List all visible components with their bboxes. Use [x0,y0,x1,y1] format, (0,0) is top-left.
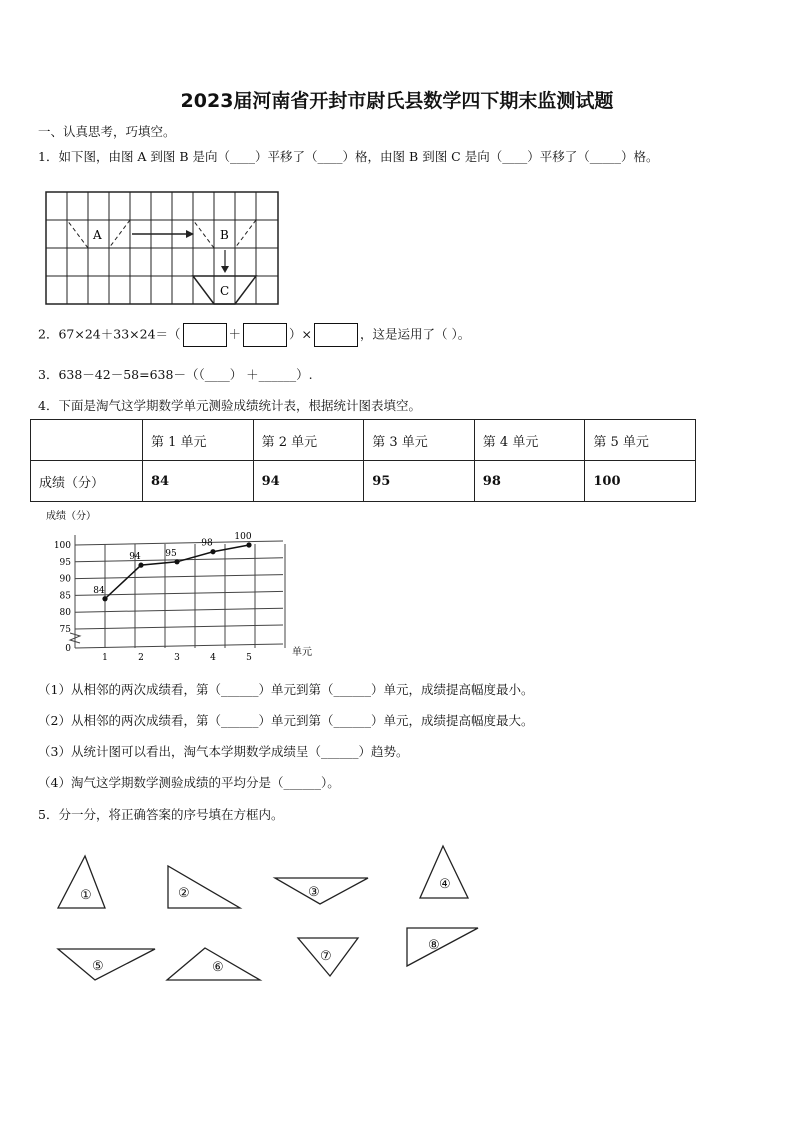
triangle-8 [407,928,478,966]
data-point [246,542,251,547]
data-label: 94 [129,552,141,563]
series-line [105,545,249,599]
question-1: 1．如下图，由图 A 到图 B 是向（____）平移了（____）格，由图 B 到图 C 是向（____）平移了（_____）格。 [38,149,659,164]
x-tick-label: 4 [210,653,216,663]
score-line-chart [30,505,330,665]
data-point [210,549,215,554]
q2-left: 2．67×24＋33×24＝（ [38,326,181,342]
answer-box-3[interactable] [314,323,358,347]
y-tick-label: 95 [59,557,71,568]
data-point [102,596,107,601]
gridline-h [75,541,283,545]
sub-question-3: （3）从统计图可以看出，淘气本学期数学成绩呈（______）趋势。 [38,744,409,759]
question-3: 3．638－42－58=638－（（____） ＋______）. [38,367,313,382]
q2-right: ，这是运用了（ ）。 [360,326,471,342]
translation-grid-figure [44,189,282,307]
data-point [174,559,179,564]
triangle-label-1: ① [80,888,92,903]
table-cell: 95 [364,461,475,502]
y-tick-label: 100 [53,541,71,551]
y-tick-label: 90 [59,574,71,585]
triangle-label-6: ⑥ [212,960,224,975]
answer-box-2[interactable] [243,323,287,347]
label-b: B [220,228,229,242]
x-axis [75,644,283,648]
data-point [138,563,143,568]
data-label: 84 [93,585,105,596]
x-tick-label: 1 [102,653,108,663]
axis-break-icon [70,633,80,643]
q2-plus: ＋ [228,326,242,342]
page-title: 2023届河南省开封市尉氏县数学四下期末监测试题 [180,90,614,112]
gridline-h [75,608,283,612]
table-header-cell: 第 2 单元 [253,420,364,461]
gridline-h [75,625,283,629]
y-tick-label: 75 [59,625,71,635]
data-label: 95 [165,548,177,559]
score-table [30,419,696,502]
table-cell: 94 [253,461,364,502]
section-heading: 一、认真思考，巧填空。 [38,124,176,139]
y-tick-label: 0 [65,644,71,654]
triangle-label-4: ④ [439,877,451,892]
grid-lines [46,192,278,304]
x-tick-label: 5 [246,653,252,663]
gridline-h [75,591,283,595]
sub-question-1: （1）从相邻的两次成绩看，第（______）单元到第（______）单元，成绩提高幅度最小。 [38,682,534,697]
sub-question-4: （4）淘气这学期数学测验成绩的平均分是（______）。 [38,775,340,790]
question-4: 4．下面是淘气这学期数学单元测验成绩统计表，根据统计图表填空。 [38,398,421,413]
data-label: 98 [201,538,213,549]
x-tick-label: 2 [138,653,144,663]
table-cell: 84 [143,461,254,502]
y-tick-label: 80 [59,608,71,619]
triangle-label-8: ⑧ [428,938,440,953]
table-header-cell: 第 1 单元 [143,420,254,461]
table-header-cell: 第 5 单元 [585,420,696,461]
label-a: A [93,228,102,242]
triangle-3 [275,878,368,904]
table-header-cell: 第 3 单元 [364,420,475,461]
chart-xlabel: 单元 [292,647,312,658]
triangle-label-5: ⑤ [92,959,104,974]
table-cell: 98 [474,461,585,502]
table-header-row [31,420,696,461]
question-5: 5．分一分，将正确答案的序号填在方框内。 [38,807,284,822]
gridline-h [75,575,283,579]
sub-question-2: （2）从相邻的两次成绩看，第（______）单元到第（______）单元，成绩提高幅度最大。 [38,713,534,728]
label-c: C [220,284,230,298]
triangle-label-2: ② [178,886,190,901]
table-header-cell [31,420,143,461]
answer-box-1[interactable] [183,323,227,347]
triangle-label-7: ⑦ [320,949,332,964]
triangle-label-3: ③ [308,885,320,900]
q2-mid: ）× [289,326,313,342]
table-header-cell: 第 4 单元 [474,420,585,461]
triangles-figure [50,838,490,988]
triangle-5 [58,949,155,980]
chart-ylabel: 成绩（分） [46,511,96,522]
y-tick-label: 85 [59,591,71,602]
table-row [31,461,696,502]
question-2 [38,323,470,347]
data-label: 100 [234,532,252,542]
table-row-label: 成绩（分） [31,461,143,502]
x-tick-label: 3 [174,653,180,663]
table-cell: 100 [585,461,696,502]
